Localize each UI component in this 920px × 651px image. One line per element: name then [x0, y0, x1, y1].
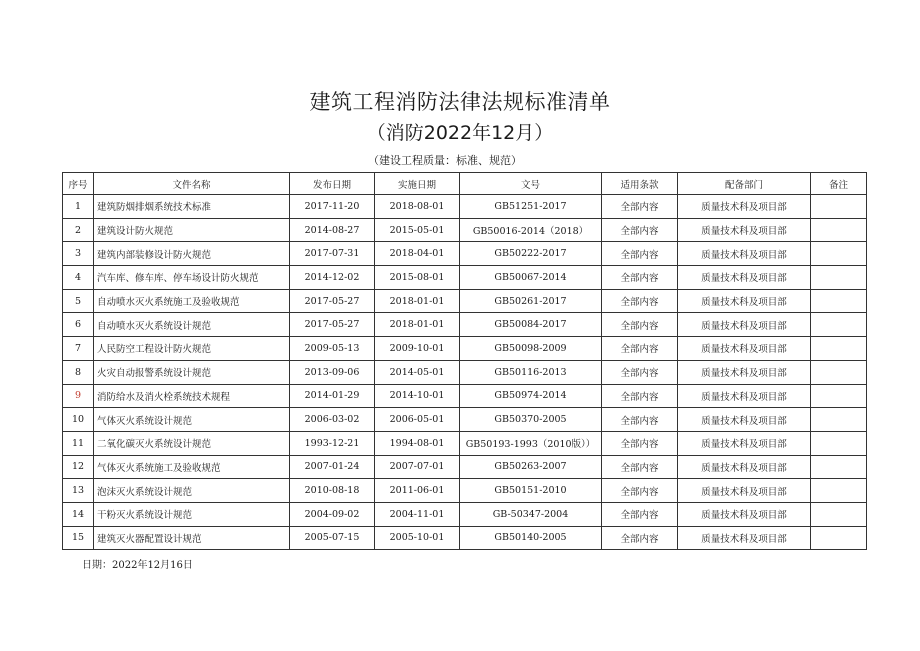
cell-name: 建筑内部装修设计防火规范 [94, 242, 290, 266]
cell-name: 汽车库、修车库、停车场设计防火规范 [94, 266, 290, 290]
cell-effective-date: 1994-08-01 [375, 431, 460, 455]
cell-remark [811, 502, 867, 526]
cell-no: 12 [63, 455, 94, 479]
table-header-row [63, 173, 867, 195]
cell-dept: 质量技术科及项目部 [678, 266, 811, 290]
cell-code: GB50193-1993（2010版）） [460, 431, 602, 455]
table-row [63, 195, 867, 219]
cell-publish-date: 2014-12-02 [290, 266, 375, 290]
cell-remark [811, 266, 867, 290]
header-code: 文号 [460, 173, 602, 195]
table-row [63, 431, 867, 455]
cell-publish-date: 2006-03-02 [290, 408, 375, 432]
cell-dept: 质量技术科及项目部 [678, 408, 811, 432]
cell-no: 10 [63, 408, 94, 432]
cell-remark [811, 289, 867, 313]
cell-clause: 全部内容 [602, 526, 678, 550]
cell-dept: 质量技术科及项目部 [678, 289, 811, 313]
cell-clause: 全部内容 [602, 195, 678, 219]
cell-dept: 质量技术科及项目部 [678, 502, 811, 526]
cell-clause: 全部内容 [602, 218, 678, 242]
cell-remark [811, 526, 867, 550]
cell-dept: 质量技术科及项目部 [678, 455, 811, 479]
cell-dept: 质量技术科及项目部 [678, 242, 811, 266]
cell-dept: 质量技术科及项目部 [678, 337, 811, 361]
cell-clause: 全部内容 [602, 360, 678, 384]
cell-name: 建筑设计防火规范 [94, 218, 290, 242]
cell-remark [811, 337, 867, 361]
table-row [63, 266, 867, 290]
cell-publish-date: 2017-11-20 [290, 195, 375, 219]
cell-name: 气体灭火系统施工及验收规范 [94, 455, 290, 479]
table-row [63, 384, 867, 408]
cell-dept: 质量技术科及项目部 [678, 526, 811, 550]
cell-name: 火灾自动报警系统设计规范 [94, 360, 290, 384]
cell-no: 3 [63, 242, 94, 266]
cell-code: GB50116-2013 [460, 360, 602, 384]
cell-name: 泡沫灭火系统设计规范 [94, 479, 290, 503]
table-row [63, 242, 867, 266]
cell-clause: 全部内容 [602, 479, 678, 503]
cell-effective-date: 2015-08-01 [375, 266, 460, 290]
cell-publish-date: 2017-07-31 [290, 242, 375, 266]
cell-clause: 全部内容 [602, 431, 678, 455]
table-row [63, 526, 867, 550]
cell-effective-date: 2006-05-01 [375, 408, 460, 432]
header-remark: 备注 [811, 173, 867, 195]
cell-publish-date: 2007-01-24 [290, 455, 375, 479]
header-dept: 配备部门 [678, 173, 811, 195]
cell-name: 人民防空工程设计防火规范 [94, 337, 290, 361]
cell-dept: 质量技术科及项目部 [678, 313, 811, 337]
cell-remark [811, 479, 867, 503]
cell-publish-date: 2013-09-06 [290, 360, 375, 384]
cell-publish-date: 2014-08-27 [290, 218, 375, 242]
cell-publish-date: 2017-05-27 [290, 313, 375, 337]
cell-remark [811, 455, 867, 479]
cell-effective-date: 2007-07-01 [375, 455, 460, 479]
cell-publish-date: 2004-09-02 [290, 502, 375, 526]
cell-no: 2 [63, 218, 94, 242]
cell-remark [811, 408, 867, 432]
cell-dept: 质量技术科及项目部 [678, 218, 811, 242]
cell-no: 9 [63, 384, 94, 408]
standards-table [62, 172, 867, 550]
cell-clause: 全部内容 [602, 455, 678, 479]
table-row [63, 289, 867, 313]
cell-remark [811, 360, 867, 384]
cell-code: GB-50347-2004 [460, 502, 602, 526]
document-category: （建设工程质量：标准、规范） [368, 154, 522, 167]
cell-effective-date: 2005-10-01 [375, 526, 460, 550]
cell-code: GB50261-2017 [460, 289, 602, 313]
cell-clause: 全部内容 [602, 289, 678, 313]
cell-code: GB50098-2009 [460, 337, 602, 361]
header-effective-date: 实施日期 [375, 173, 460, 195]
cell-no: 1 [63, 195, 94, 219]
cell-remark [811, 313, 867, 337]
cell-no: 6 [63, 313, 94, 337]
cell-effective-date: 2018-01-01 [375, 289, 460, 313]
cell-code: GB51251-2017 [460, 195, 602, 219]
cell-remark [811, 195, 867, 219]
cell-code: GB50151-2010 [460, 479, 602, 503]
cell-code: GB50140-2005 [460, 526, 602, 550]
cell-no: 5 [63, 289, 94, 313]
cell-clause: 全部内容 [602, 502, 678, 526]
table-row [63, 313, 867, 337]
cell-publish-date: 2005-07-15 [290, 526, 375, 550]
cell-publish-date: 1993-12-21 [290, 431, 375, 455]
cell-clause: 全部内容 [602, 313, 678, 337]
cell-no: 13 [63, 479, 94, 503]
cell-effective-date: 2018-04-01 [375, 242, 460, 266]
cell-name: 气体灭火系统设计规范 [94, 408, 290, 432]
cell-code: GB50067-2014 [460, 266, 602, 290]
document-title: 建筑工程消防法律法规标准清单 [309, 90, 611, 114]
cell-effective-date: 2018-08-01 [375, 195, 460, 219]
cell-effective-date: 2004-11-01 [375, 502, 460, 526]
cell-clause: 全部内容 [602, 337, 678, 361]
cell-code: GB50084-2017 [460, 313, 602, 337]
cell-dept: 质量技术科及项目部 [678, 195, 811, 219]
cell-clause: 全部内容 [602, 242, 678, 266]
cell-effective-date: 2011-06-01 [375, 479, 460, 503]
header-publish-date: 发布日期 [290, 173, 375, 195]
cell-name: 建筑防烟排烟系统技术标准 [94, 195, 290, 219]
cell-publish-date: 2014-01-29 [290, 384, 375, 408]
cell-effective-date: 2014-10-01 [375, 384, 460, 408]
cell-remark [811, 384, 867, 408]
cell-dept: 质量技术科及项目部 [678, 431, 811, 455]
cell-effective-date: 2009-10-01 [375, 337, 460, 361]
document-date: 日期：2022年12月16日 [82, 560, 193, 571]
header-clause: 适用条款 [602, 173, 678, 195]
cell-dept: 质量技术科及项目部 [678, 360, 811, 384]
table-row [63, 337, 867, 361]
cell-no: 15 [63, 526, 94, 550]
cell-code: GB50016-2014（2018） [460, 218, 602, 242]
cell-publish-date: 2009-05-13 [290, 337, 375, 361]
table-row [63, 479, 867, 503]
table-row [63, 408, 867, 432]
cell-clause: 全部内容 [602, 266, 678, 290]
table-row [63, 455, 867, 479]
cell-code: GB50263-2007 [460, 455, 602, 479]
cell-name: 消防给水及消火栓系统技术规程 [94, 384, 290, 408]
cell-code: GB50222-2017 [460, 242, 602, 266]
cell-publish-date: 2010-08-18 [290, 479, 375, 503]
table-row [63, 502, 867, 526]
cell-remark [811, 242, 867, 266]
cell-remark [811, 431, 867, 455]
cell-name: 二氧化碳灭火系统设计规范 [94, 431, 290, 455]
cell-no: 4 [63, 266, 94, 290]
cell-publish-date: 2017-05-27 [290, 289, 375, 313]
cell-no: 11 [63, 431, 94, 455]
cell-effective-date: 2018-01-01 [375, 313, 460, 337]
cell-name: 干粉灭火系统设计规范 [94, 502, 290, 526]
cell-effective-date: 2014-05-01 [375, 360, 460, 384]
cell-no: 7 [63, 337, 94, 361]
cell-name: 自动喷水灭火系统施工及验收规范 [94, 289, 290, 313]
header-name: 文件名称 [94, 173, 290, 195]
cell-dept: 质量技术科及项目部 [678, 479, 811, 503]
cell-code: GB50974-2014 [460, 384, 602, 408]
cell-clause: 全部内容 [602, 384, 678, 408]
header-no: 序号 [63, 173, 94, 195]
cell-name: 建筑灭火器配置设计规范 [94, 526, 290, 550]
table-row [63, 360, 867, 384]
cell-dept: 质量技术科及项目部 [678, 384, 811, 408]
cell-clause: 全部内容 [602, 408, 678, 432]
cell-code: GB50370-2005 [460, 408, 602, 432]
table-row [63, 218, 867, 242]
cell-remark [811, 218, 867, 242]
cell-no: 14 [63, 502, 94, 526]
cell-name: 自动喷水灭火系统设计规范 [94, 313, 290, 337]
cell-no: 8 [63, 360, 94, 384]
cell-effective-date: 2015-05-01 [375, 218, 460, 242]
document-subtitle: （消防2022年12月） [366, 122, 554, 144]
